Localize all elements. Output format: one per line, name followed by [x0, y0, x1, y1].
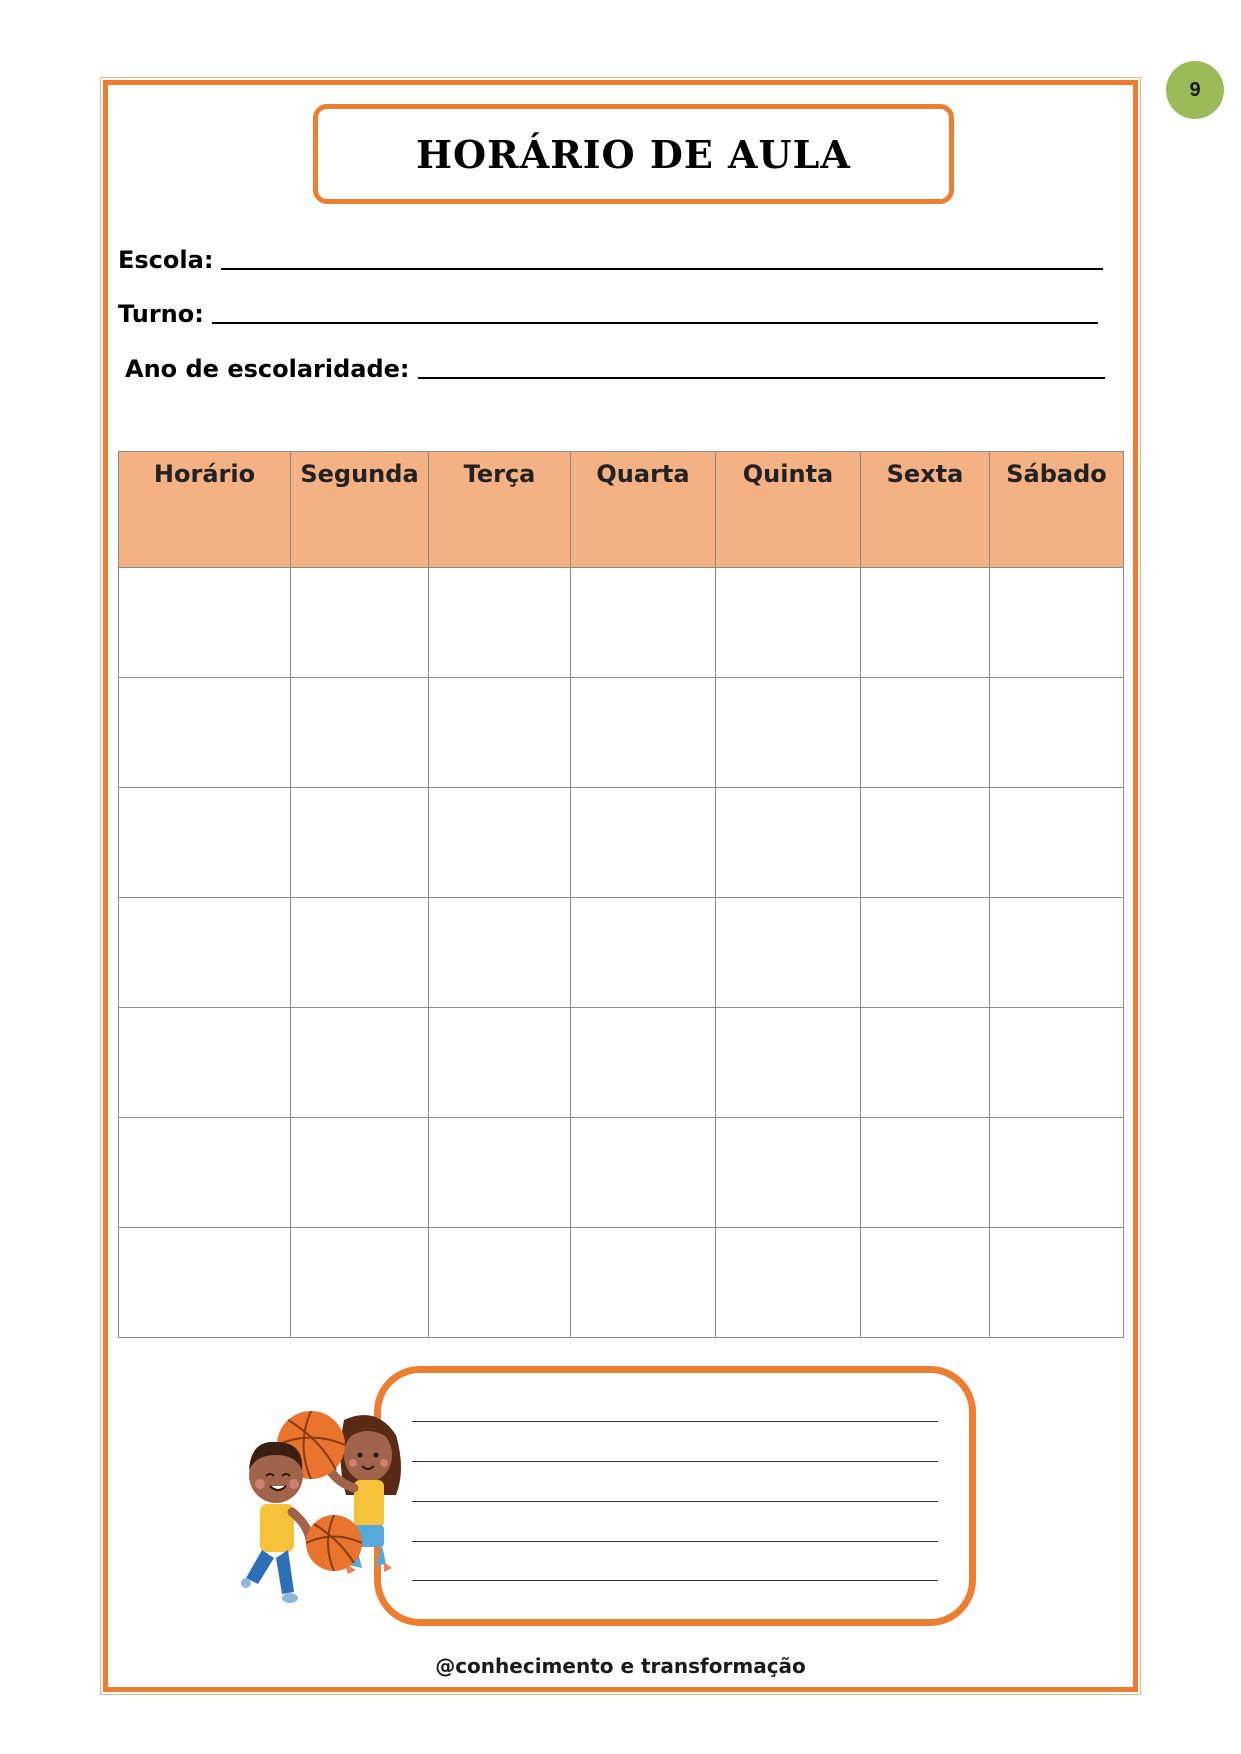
table-row: [119, 568, 1124, 678]
title-box: [313, 104, 954, 204]
cell-sexta[interactable]: [861, 1008, 990, 1118]
escola-blank-line[interactable]: [221, 268, 1103, 270]
cell-sabado[interactable]: [990, 678, 1124, 788]
table-row: [119, 1008, 1124, 1118]
footer-credit: @conhecimento e transformação: [435, 1654, 806, 1678]
note-line[interactable]: [412, 1421, 938, 1422]
cell-terca[interactable]: [429, 898, 571, 1008]
cell-terca[interactable]: [429, 1118, 571, 1228]
cell-sexta[interactable]: [861, 568, 990, 678]
cell-sexta[interactable]: [861, 898, 990, 1008]
cell-horario[interactable]: [119, 568, 291, 678]
cell-quarta[interactable]: [571, 898, 716, 1008]
cell-segunda[interactable]: [291, 788, 429, 898]
kids-basketball-illustration: [236, 1400, 436, 1640]
table-row: [119, 1228, 1124, 1338]
escola-field: [118, 244, 1103, 274]
cell-terca[interactable]: [429, 568, 571, 678]
cell-quinta[interactable]: [716, 1118, 861, 1228]
cell-quinta[interactable]: [716, 788, 861, 898]
note-line[interactable]: [412, 1501, 938, 1502]
cell-sexta[interactable]: [861, 1118, 990, 1228]
cell-sexta[interactable]: [861, 788, 990, 898]
cell-sabado[interactable]: [990, 1008, 1124, 1118]
cell-quarta[interactable]: [571, 788, 716, 898]
cell-terca[interactable]: [429, 678, 571, 788]
notes-box: [374, 1366, 976, 1626]
header-sabado: Sábado: [990, 452, 1124, 568]
cell-horario[interactable]: [119, 898, 291, 1008]
note-line[interactable]: [412, 1461, 938, 1462]
cell-segunda[interactable]: [291, 898, 429, 1008]
cell-horario[interactable]: [119, 678, 291, 788]
ano-field: [125, 353, 1105, 383]
cell-terca[interactable]: [429, 1228, 571, 1338]
header-segunda: Segunda: [291, 452, 429, 568]
header-horario: Horário: [119, 452, 291, 568]
cell-quinta[interactable]: [716, 898, 861, 1008]
escola-label: Escola:: [118, 246, 214, 274]
table-row: [119, 788, 1124, 898]
header-sexta: Sexta: [861, 452, 990, 568]
page-title: HORÁRIO DE AULA: [416, 131, 851, 177]
header-quarta: Quarta: [571, 452, 716, 568]
table-header-row: [119, 452, 1124, 568]
ano-label: Ano de escolaridade:: [125, 355, 410, 383]
header-terca: Terça: [429, 452, 571, 568]
basketball-bottom: [306, 1515, 362, 1571]
turno-field: [118, 298, 1098, 328]
ano-blank-line[interactable]: [418, 377, 1105, 379]
cell-horario[interactable]: [119, 1118, 291, 1228]
cell-quarta[interactable]: [571, 1118, 716, 1228]
cell-segunda[interactable]: [291, 678, 429, 788]
turno-blank-line[interactable]: [212, 322, 1098, 324]
cell-sabado[interactable]: [990, 898, 1124, 1008]
cell-segunda[interactable]: [291, 568, 429, 678]
note-line[interactable]: [412, 1580, 938, 1581]
cell-horario[interactable]: [119, 1008, 291, 1118]
cell-quarta[interactable]: [571, 1008, 716, 1118]
turno-label: Turno:: [118, 300, 204, 328]
page-number-badge: [1166, 61, 1224, 119]
cell-segunda[interactable]: [291, 1228, 429, 1338]
cell-quarta[interactable]: [571, 568, 716, 678]
cell-terca[interactable]: [429, 1008, 571, 1118]
cell-segunda[interactable]: [291, 1008, 429, 1118]
cell-quinta[interactable]: [716, 1228, 861, 1338]
cell-horario[interactable]: [119, 1228, 291, 1338]
cell-horario[interactable]: [119, 788, 291, 898]
table-row: [119, 898, 1124, 1008]
cell-quinta[interactable]: [716, 568, 861, 678]
table-row: [119, 678, 1124, 788]
cell-terca[interactable]: [429, 788, 571, 898]
header-quinta: Quinta: [716, 452, 861, 568]
table-row: [119, 1118, 1124, 1228]
cell-quarta[interactable]: [571, 678, 716, 788]
page-number: 9: [1189, 78, 1201, 101]
cell-sabado[interactable]: [990, 1118, 1124, 1228]
note-line[interactable]: [412, 1541, 938, 1542]
cell-sabado[interactable]: [990, 568, 1124, 678]
cell-sabado[interactable]: [990, 1228, 1124, 1338]
cell-sabado[interactable]: [990, 788, 1124, 898]
cell-quinta[interactable]: [716, 1008, 861, 1118]
cell-quinta[interactable]: [716, 678, 861, 788]
cell-segunda[interactable]: [291, 1118, 429, 1228]
table-body: [119, 568, 1124, 1338]
schedule-table: [118, 451, 1124, 1338]
cell-sexta[interactable]: [861, 1228, 990, 1338]
boy-figure: [241, 1442, 310, 1603]
cell-sexta[interactable]: [861, 678, 990, 788]
cell-quarta[interactable]: [571, 1228, 716, 1338]
